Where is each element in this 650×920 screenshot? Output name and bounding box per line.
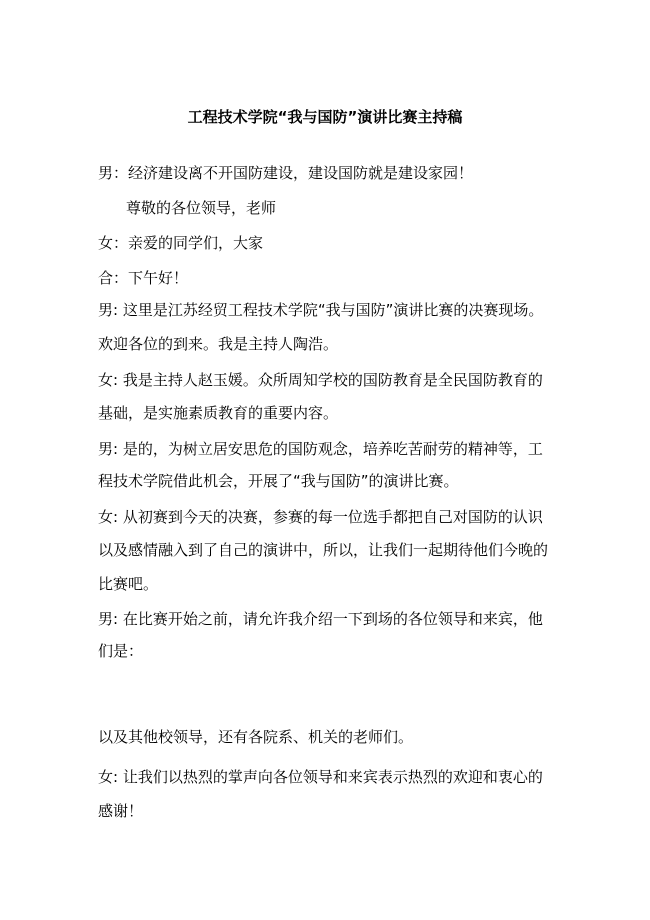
speech-line: 程技术学院借此机会，开展了“我与国防”的演讲比赛。 — [98, 472, 459, 490]
speech-line: 男：经济建设离不开国防建设，建设国防就是建设家园！ — [98, 164, 474, 182]
speech-line: 女: 我是主持人赵玉媛。众所周知学校的国防教育是全民国防教育的 — [98, 371, 543, 389]
speech-line: 男: 在比赛开始之前，请允许我介绍一下到场的各位领导和来宾，他 — [98, 610, 543, 628]
speech-line: 女: 让我们以热烈的掌声向各位领导和来宾表示热烈的欢迎和衷心的 — [98, 768, 543, 786]
speech-line: 男: 是的，为树立居安思危的国防观念，培养吃苦耐劳的精神等，工 — [98, 440, 543, 458]
speech-line: 基础，是实施素质教育的重要内容。 — [98, 404, 339, 422]
speech-line: 尊敬的各位领导，老师 — [126, 199, 277, 217]
speech-line: 欢迎各位的到来。我是主持人陶浩。 — [98, 335, 339, 353]
speech-line: 合：下午好！ — [98, 269, 189, 287]
speech-line: 比赛吧。 — [98, 575, 159, 593]
speech-line: 男: 这里是江苏经贸工程技术学院“我与国防”演讲比赛的决赛现场。 — [98, 301, 544, 319]
speech-line: 感谢！ — [98, 802, 144, 820]
speech-line: 女: 从初赛到今天的决赛，参赛的每一位选手都把自己对国防的认识 — [98, 508, 543, 526]
speech-line: 以及其他校领导，还有各院系、机关的老师们。 — [98, 728, 414, 746]
document-title: 工程技术学院“我与国防”演讲比赛主持稿 — [187, 108, 463, 126]
speech-line: 女：亲爱的同学们，大家 — [98, 234, 264, 252]
speech-line: 以及感情融入到了自己的演讲中，所以，让我们一起期待他们今晚的 — [98, 541, 549, 559]
speech-line: 们是： — [98, 642, 144, 660]
